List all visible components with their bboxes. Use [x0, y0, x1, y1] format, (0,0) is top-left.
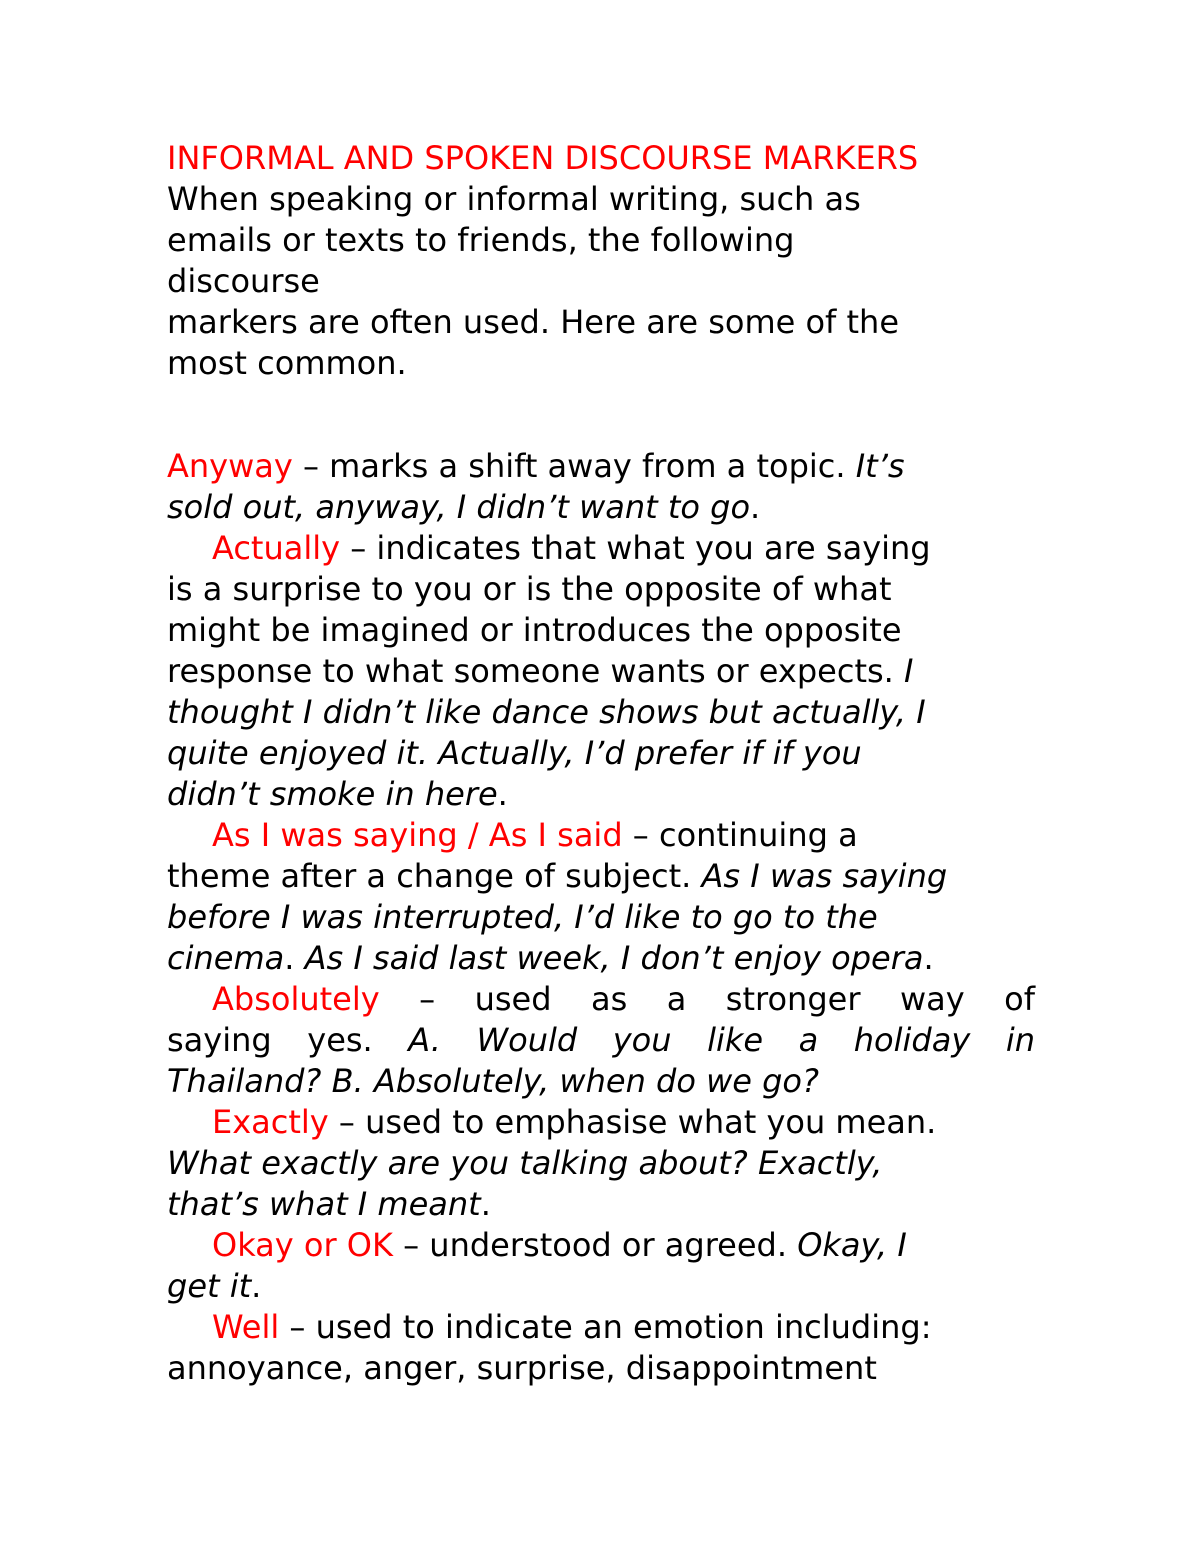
- marker-term: Anyway: [167, 447, 293, 485]
- punctuation: .: [750, 488, 761, 526]
- intro-line: When speaking or informal writing, such as: [167, 180, 861, 218]
- intro-line: emails or texts to friends, the following: [167, 221, 795, 259]
- punctuation: .: [480, 1185, 491, 1223]
- word: a: [666, 980, 687, 1018]
- marker-example: Thailand? B. Absolutely, when do we go?: [167, 1062, 819, 1100]
- marker-description: – marks a shift away from a topic.: [292, 447, 856, 485]
- word: like: [707, 1021, 764, 1059]
- word: stronger: [725, 980, 861, 1018]
- word: A.: [408, 1021, 441, 1059]
- punctuation: .: [284, 939, 305, 977]
- punctuation: .: [923, 939, 934, 977]
- marker-description: – continuing a: [622, 816, 858, 854]
- word: holiday: [853, 1021, 971, 1059]
- marker-term: Okay or OK: [212, 1226, 393, 1264]
- word: –: [419, 980, 436, 1018]
- marker-term: Well: [212, 1308, 280, 1346]
- word: saying: [167, 1021, 272, 1059]
- marker-description: – understood or agreed.: [392, 1226, 798, 1264]
- marker-term: As I was saying / As I said: [212, 816, 623, 854]
- punctuation: .: [497, 775, 508, 813]
- marker-description: annoyance, anger, surprise, disappointment: [167, 1349, 877, 1387]
- marker-description: – used to indicate an emotion including:: [279, 1308, 932, 1346]
- marker-example: cinema: [167, 939, 285, 977]
- word: Would: [476, 1021, 578, 1059]
- word: used: [474, 980, 552, 1018]
- marker-well: [167, 1307, 1035, 1348]
- intro-line: markers are often used. Here are some of the: [167, 303, 899, 341]
- document-page: [167, 138, 1035, 1389]
- word: as: [591, 980, 628, 1018]
- intro-line: most common.: [167, 344, 407, 382]
- marker-actually: [167, 528, 1035, 569]
- paragraph-gap: [167, 384, 1035, 446]
- word: way: [899, 980, 965, 1018]
- marker-description: is a surprise to you or is the opposite of what: [167, 570, 892, 608]
- marker-example: I: [904, 652, 914, 690]
- marker-example: quite enjoyed it. Actually, I’d prefer if if you: [167, 734, 862, 772]
- marker-anyway: [167, 446, 1035, 487]
- marker-example: As I said last week, I don’t enjoy opera: [304, 939, 924, 977]
- marker-term: Absolutely: [212, 980, 380, 1018]
- marker-description: might be imagined or introduces the opposite: [167, 611, 902, 649]
- marker-description: – used to emphasise what you mean.: [328, 1103, 937, 1141]
- word: a: [798, 1021, 819, 1059]
- word: yes.: [307, 1021, 373, 1059]
- marker-example: It’s: [855, 447, 905, 485]
- marker-example: get it: [167, 1267, 252, 1305]
- intro-line: discourse: [167, 262, 320, 300]
- marker-example: Okay, I: [797, 1226, 907, 1264]
- punctuation: .: [251, 1267, 262, 1305]
- marker-as-i-said: [167, 815, 1035, 856]
- marker-exactly: [167, 1102, 1035, 1143]
- marker-example: didn’t smoke in here: [167, 775, 498, 813]
- marker-okay: [167, 1225, 1035, 1266]
- marker-term: Exactly: [212, 1103, 329, 1141]
- word: of: [1004, 980, 1035, 1018]
- word: in: [1005, 1021, 1035, 1059]
- marker-description: theme after a change of subject.: [167, 857, 702, 895]
- marker-example: sold out, anyway, I didn’t want to go: [167, 488, 751, 526]
- word: you: [612, 1021, 672, 1059]
- marker-term: Actually: [212, 529, 341, 567]
- marker-example: As I was saying: [701, 857, 948, 895]
- marker-absolutely: [167, 979, 1035, 1020]
- marker-example: that’s what I meant: [167, 1185, 481, 1223]
- marker-example: What exactly are you talking about? Exactly,: [167, 1144, 883, 1182]
- marker-example: thought I didn’t like dance shows but actually, I: [167, 693, 926, 731]
- marker-example: before I was interrupted, I’d like to go to the: [167, 898, 878, 936]
- marker-description: response to what someone wants or expects.: [167, 652, 904, 690]
- document-heading: INFORMAL AND SPOKEN DISCOURSE MARKERS: [167, 139, 919, 177]
- marker-description-justified: [167, 1020, 1035, 1061]
- marker-description: – indicates that what you are saying: [340, 529, 931, 567]
